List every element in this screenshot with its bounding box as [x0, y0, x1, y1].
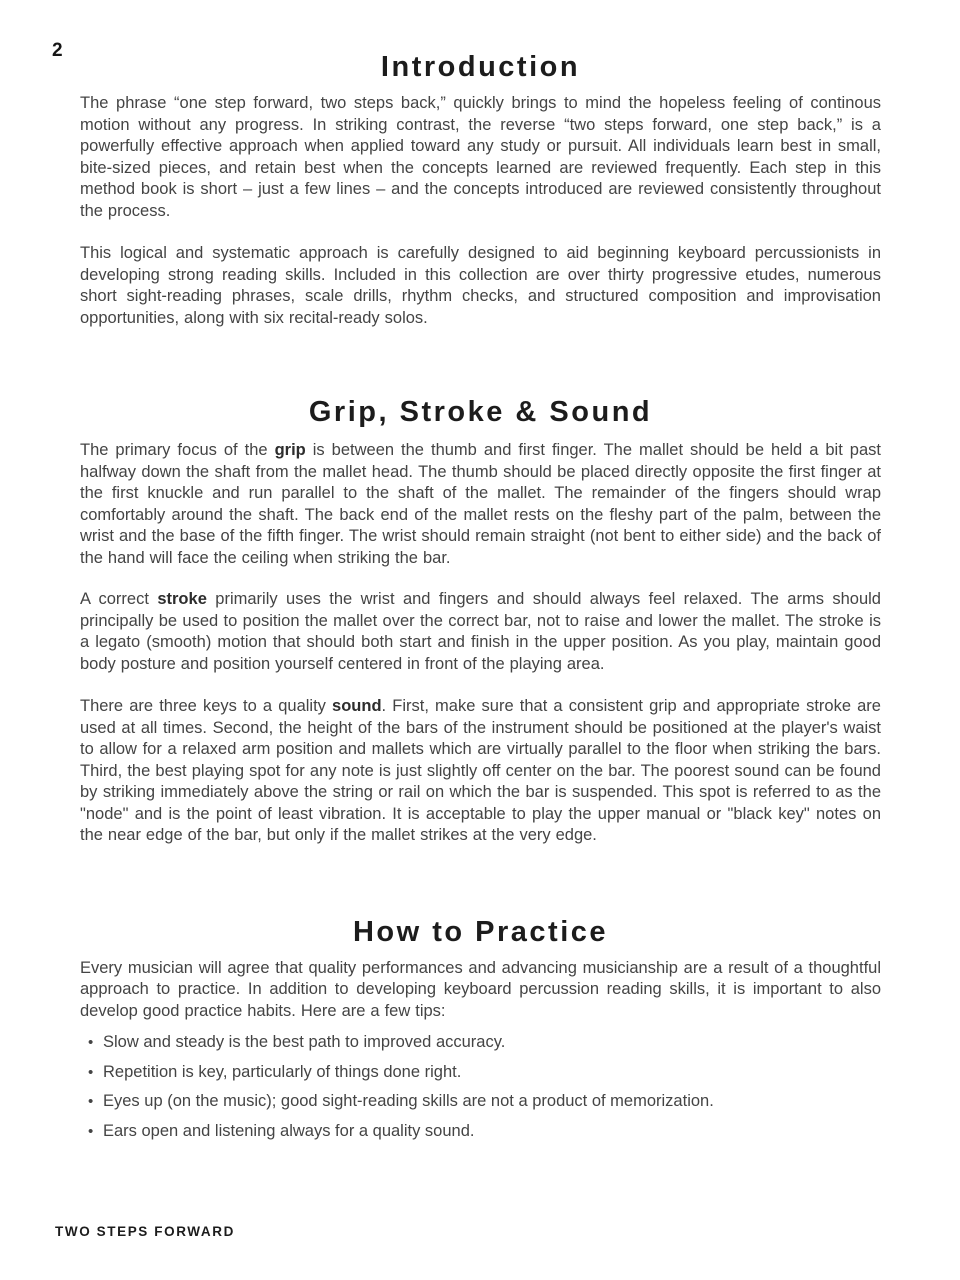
practice-tips-list	[80, 1032, 881, 1142]
stroke-keyword: stroke	[157, 590, 207, 608]
list-item	[80, 1091, 881, 1113]
sound-keyword: sound	[332, 697, 382, 715]
page-content	[80, 50, 881, 1142]
intro-paragraph-2: This logical and systematic approach is carefully designed to aid beginning keyboard percussionists in developing strong reading skills. Included in this collection are over thirty progressive etudes, numerous short sight-reading phrases, scale drills, rhythm checks, and structured composition and improvisation opportunities, along with six recital-ready solos.	[80, 244, 881, 327]
sound-paragraph	[80, 696, 881, 847]
bullet-icon: •	[88, 1034, 94, 1051]
bullet-icon: •	[88, 1063, 94, 1081]
intro-heading: Introduction	[380, 51, 581, 83]
page-number: 2	[52, 40, 64, 61]
sound-paragraph-post: . First, make sure that a consistent grip and appropriate stroke are used at all times. Second, the height of the bars of the instrument should be positioned at the player's waist to allow for a relaxed arm position and mallets which are virtually parallel to the floor when striking the bars. Third, the best playing spot for any note is just slightly off center on the bar. The poorest sound can be found by striking immediately above the string or rail on which the bar is suspended. This spot is referred to as the "node" and is the point of least vibration. It is acceptable to play the upper manual or "black key" notes on the near edge of the bar, but only if the mallet strikes at the very edge.	[80, 697, 881, 844]
how-to-practice-heading: How to Practice	[352, 915, 609, 948]
intro-paragraph-1: The phrase “one step forward, two steps back,” quickly brings to mind the hopeless feeling of continous motion without any progress. In striking contrast, the reverse “two steps forward, one step back,” is a powerfully effective approach when applied toward any study or pursuit. All individuals learn best in small, bite-sized pieces, and retain best when the concepts learned are reviewed frequently. Each step in this method book is short – just a few lines – and the concepts introduced are reviewed consistently throughout the process.	[80, 94, 881, 220]
tip-text: Slow and steady is the best path to improved accuracy.	[103, 1033, 506, 1051]
grip-paragraph	[80, 440, 881, 569]
list-item	[80, 1062, 881, 1084]
stroke-paragraph	[80, 589, 881, 675]
practice-paragraph: Every musician will agree that quality performances and advancing musicianship are a result of a thoughtful approach to practice. In addition to developing keyboard percussion reading skills, it is important to also develop good practice habits. Here are a few tips:	[80, 958, 881, 1020]
tip-text: Repetition is key, particularly of things done right.	[103, 1062, 462, 1081]
bullet-icon: •	[88, 1122, 94, 1140]
book-title-footer: TWO STEPS FORWARD	[55, 1224, 235, 1239]
tip-text: Eyes up (on the music); good sight-reading skills are not a product of memorization.	[103, 1092, 714, 1110]
bullet-icon: •	[88, 1093, 94, 1110]
grip-paragraph-pre: The primary focus of the	[80, 441, 275, 459]
list-item	[80, 1032, 881, 1054]
tip-text: Ears open and listening always for a quality sound.	[103, 1121, 475, 1140]
grip-keyword: grip	[274, 441, 306, 459]
grip-stroke-sound-heading: Grip, Stroke & Sound	[308, 396, 653, 428]
sound-paragraph-pre: There are three keys to a quality	[80, 697, 333, 715]
stroke-paragraph-post: primarily uses the wrist and fingers and should always feel relaxed. The arms should principally be used to position the mallet over the correct bar, not to raise and lower the mallet. The stroke is a legato (smooth) motion that should both start and finish in the upper position. As you play, maintain good body posture and position yourself centered in front of the playing area.	[80, 590, 881, 673]
list-item	[80, 1121, 881, 1143]
stroke-paragraph-pre: A correct	[80, 590, 158, 608]
grip-paragraph-post: is between the thumb and first finger. The mallet should be held a bit past halfway down the shaft from the mallet head. The thumb should be placed directly opposite the first finger at the first knuckle and run parallel to the shaft of the mallet. The remainder of the fingers should wrap comfortably around the shaft. The back end of the mallet rests on the fleshy part of the palm, between the wrist and the base of the fifth finger. The wrist should remain straight (not bent to either side) and the back of the hand will face the ceiling when striking the bar.	[80, 441, 881, 567]
